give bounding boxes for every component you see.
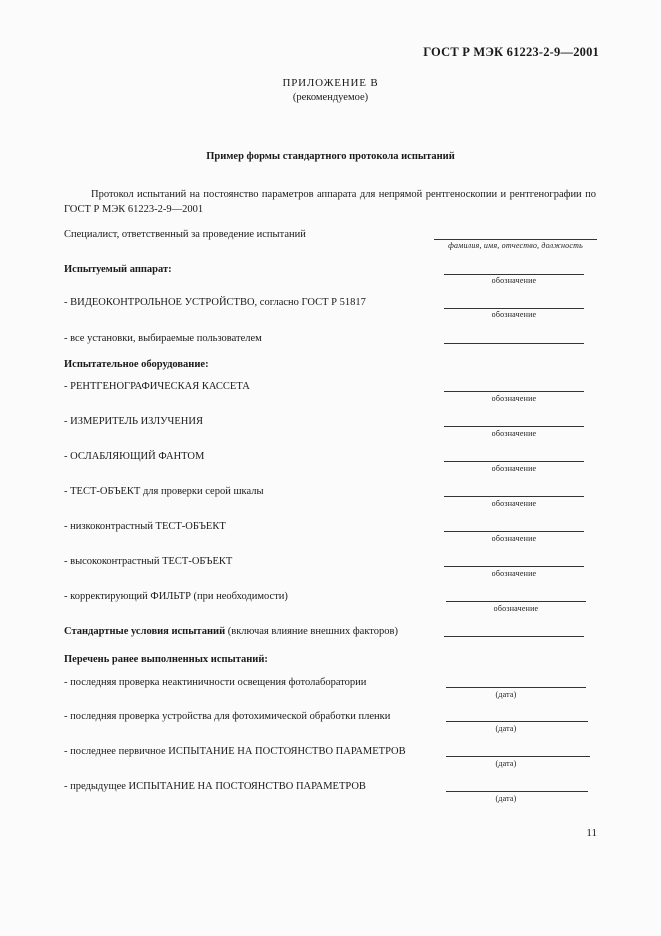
filter-caption: обозначение <box>493 604 539 613</box>
standard-conditions-label <box>64 626 398 637</box>
device-under-test-caption: обозначение <box>491 276 537 285</box>
radiation-meter-caption: обозначение <box>491 429 537 438</box>
previous-constancy-test-caption: (дата) <box>495 794 517 803</box>
video-monitor-line <box>444 308 584 309</box>
previous-tests-heading: Перечень ранее выполненных испытаний: <box>64 654 268 665</box>
initial-constancy-test-line <box>446 756 590 757</box>
video-monitor-label: - ВИДЕОКОНТРОЛЬНОЕ УСТРОЙСТВО, согласно ГОСТ Р 51817 <box>64 297 366 308</box>
filter-line <box>446 601 586 602</box>
phantom-label: - ОСЛАБЛЯЮЩИЙ ФАНТОМ <box>64 451 205 462</box>
previous-constancy-test-label: - предыдущее ИСПЫТАНИЕ НА ПОСТОЯНСТВО ПАРАМЕТРОВ <box>64 781 366 792</box>
specialist-label: Специалист, ответственный за проведение испытаний <box>64 229 306 240</box>
test-equipment-heading: Испытательное оборудование: <box>64 359 209 370</box>
standard-designation: ГОСТ Р МЭК 61223-2-9—2001 <box>423 45 599 59</box>
user-settings-line <box>444 343 584 344</box>
previous-constancy-test-line <box>446 791 588 792</box>
appendix-title: ПРИЛОЖЕНИЕ В <box>282 77 379 89</box>
specialist-caption: фамилия, имя, отчество, должность <box>448 241 583 250</box>
processor-check-label: - последняя проверка устройства для фотохимической обработки пленки <box>64 711 391 722</box>
phantom-caption: обозначение <box>491 464 537 473</box>
specialist-line <box>434 239 597 240</box>
high-contrast-object-label: - высококонтрастный ТЕСТ-ОБЪЕКТ <box>64 556 233 567</box>
darkroom-check-label: - последняя проверка неактиничности освещения фотолаборатории <box>64 677 367 688</box>
radiation-meter-line <box>444 426 584 427</box>
processor-check-line <box>446 721 588 722</box>
low-contrast-object-label: - низкоконтрастный ТЕСТ-ОБЪЕКТ <box>64 521 226 532</box>
darkroom-check-caption: (дата) <box>495 690 517 699</box>
low-contrast-object-line <box>444 531 584 532</box>
filter-label: - корректирующий ФИЛЬТР (при необходимости) <box>64 591 288 602</box>
initial-constancy-test-label: - последнее первичное ИСПЫТАНИЕ НА ПОСТОЯНСТВО ПАРАМЕТРОВ <box>64 746 406 757</box>
high-contrast-object-line <box>444 566 584 567</box>
grayscale-object-caption: обозначение <box>491 499 537 508</box>
grayscale-object-line <box>444 496 584 497</box>
standard-conditions-bold: Стандартные условия испытаний <box>64 626 226 637</box>
device-under-test-line <box>444 274 584 275</box>
standard-conditions-line <box>444 636 584 637</box>
initial-constancy-test-caption: (дата) <box>495 759 517 768</box>
user-settings-label: - все установки, выбираемые пользователем <box>64 333 262 344</box>
processor-check-caption: (дата) <box>495 724 517 733</box>
radiation-meter-label: - ИЗМЕРИТЕЛЬ ИЗЛУЧЕНИЯ <box>64 416 203 427</box>
low-contrast-object-caption: обозначение <box>491 534 537 543</box>
page-number: 11 <box>586 827 597 839</box>
form-title: Пример формы стандартного протокола испытаний <box>206 151 455 162</box>
cassette-caption: обозначение <box>491 394 537 403</box>
device-under-test-heading: Испытуемый аппарат: <box>64 264 172 275</box>
cassette-line <box>444 391 584 392</box>
grayscale-object-label: - ТЕСТ-ОБЪЕКТ для проверки серой шкалы <box>64 486 264 497</box>
cassette-label: - РЕНТГЕНОГРАФИЧЕСКАЯ КАССЕТА <box>64 381 250 392</box>
high-contrast-object-caption: обозначение <box>491 569 537 578</box>
standard-conditions-rest: (включая влияние внешних факторов) <box>225 626 398 637</box>
appendix-subtitle: (рекомендуемое) <box>292 92 369 103</box>
darkroom-check-line <box>446 687 586 688</box>
phantom-line <box>444 461 584 462</box>
intro-paragraph: Протокол испытаний на постоянство параметров аппарата для непрямой рентгеноскопии и рентгенографии по ГОСТ Р МЭК 61223-2-9—2001 <box>64 189 596 215</box>
video-monitor-caption: обозначение <box>491 310 537 319</box>
